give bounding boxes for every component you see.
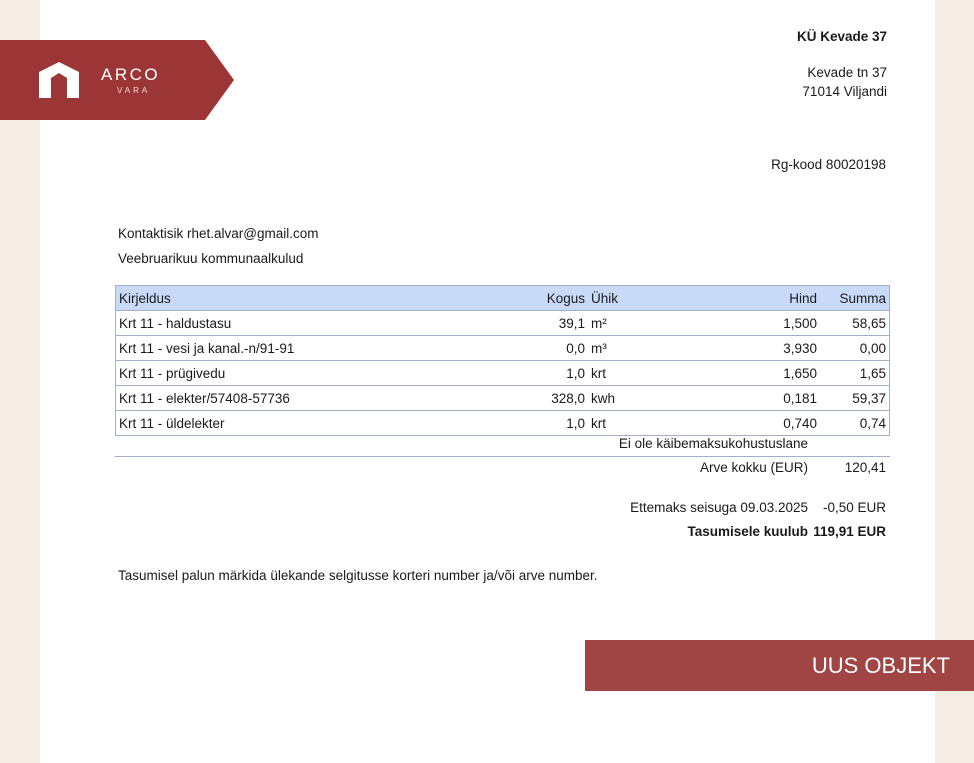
row-description: Krt 11 - haldustasu (116, 311, 503, 336)
payment-instruction: Tasumisel palun märkida ülekande selgitusse korteri number ja/või arve number. (118, 568, 598, 583)
row-price: 1,650 (654, 361, 820, 386)
row-unit: kwh (588, 386, 654, 411)
header-price: Hind (654, 286, 820, 311)
table-header-row (116, 286, 890, 311)
row-sum: 1,65 (820, 361, 890, 386)
prepayment-value: -0,50 EUR (822, 500, 886, 515)
amount-due-label: Tasumisele kuulub (687, 524, 808, 539)
new-object-banner[interactable]: UUS OBJEKT (585, 640, 974, 691)
row-price: 0,181 (654, 386, 820, 411)
row-unit: m³ (588, 336, 654, 361)
row-quantity: 39,1 (502, 311, 588, 336)
invoice-subject: Veebruarikuu kommunaalkulud (118, 251, 304, 266)
header-description: Kirjeldus (116, 286, 503, 311)
row-quantity: 0,0 (502, 336, 588, 361)
table-row (116, 311, 890, 336)
row-description: Krt 11 - üldelekter (116, 411, 503, 436)
prepayment-label: Ettemaks seisuga 09.03.2025 (630, 500, 808, 515)
row-description: Krt 11 - prügivedu (116, 361, 503, 386)
row-sum: 0,00 (820, 336, 890, 361)
row-price: 1,500 (654, 311, 820, 336)
row-unit: krt (588, 411, 654, 436)
row-quantity: 1,0 (502, 361, 588, 386)
org-address-line2: 71014 Viljandi (802, 84, 887, 99)
org-name: KÜ Kevade 37 (796, 29, 887, 44)
row-price: 3,930 (654, 336, 820, 361)
table-row (116, 411, 890, 436)
contact-person: Kontaktisik rhet.alvar@gmail.com (118, 226, 319, 241)
row-unit: m² (588, 311, 654, 336)
row-sum: 58,65 (820, 311, 890, 336)
table-row (116, 386, 890, 411)
row-description: Krt 11 - elekter/57408-57736 (116, 386, 503, 411)
house-logo-icon (39, 62, 79, 98)
row-unit: krt (588, 361, 654, 386)
header-unit: Ühik (588, 286, 654, 311)
org-reg-code: Rg-kood 80020198 (771, 157, 886, 172)
table-row (116, 336, 890, 361)
total-divider (115, 456, 890, 457)
brand-name: ARCO (101, 65, 161, 84)
row-sum: 59,37 (820, 386, 890, 411)
org-address-line1: Kevade tn 37 (807, 65, 887, 80)
row-quantity: 1,0 (502, 411, 588, 436)
brand-sub: VARA (117, 86, 151, 95)
total-value: 120,41 (844, 460, 886, 475)
row-price: 0,740 (654, 411, 820, 436)
items-table (115, 285, 890, 436)
row-description: Krt 11 - vesi ja kanal.-n/91-91 (116, 336, 503, 361)
row-sum: 0,74 (820, 411, 890, 436)
amount-due-value: 119,91 EUR (813, 524, 886, 539)
table-row (116, 361, 890, 386)
total-label: Arve kokku (EUR) (699, 460, 808, 475)
vat-note: Ei ole käibemaksukohustuslane (618, 436, 808, 451)
header-sum: Summa (820, 286, 890, 311)
row-quantity: 328,0 (502, 386, 588, 411)
header-quantity: Kogus (502, 286, 588, 311)
